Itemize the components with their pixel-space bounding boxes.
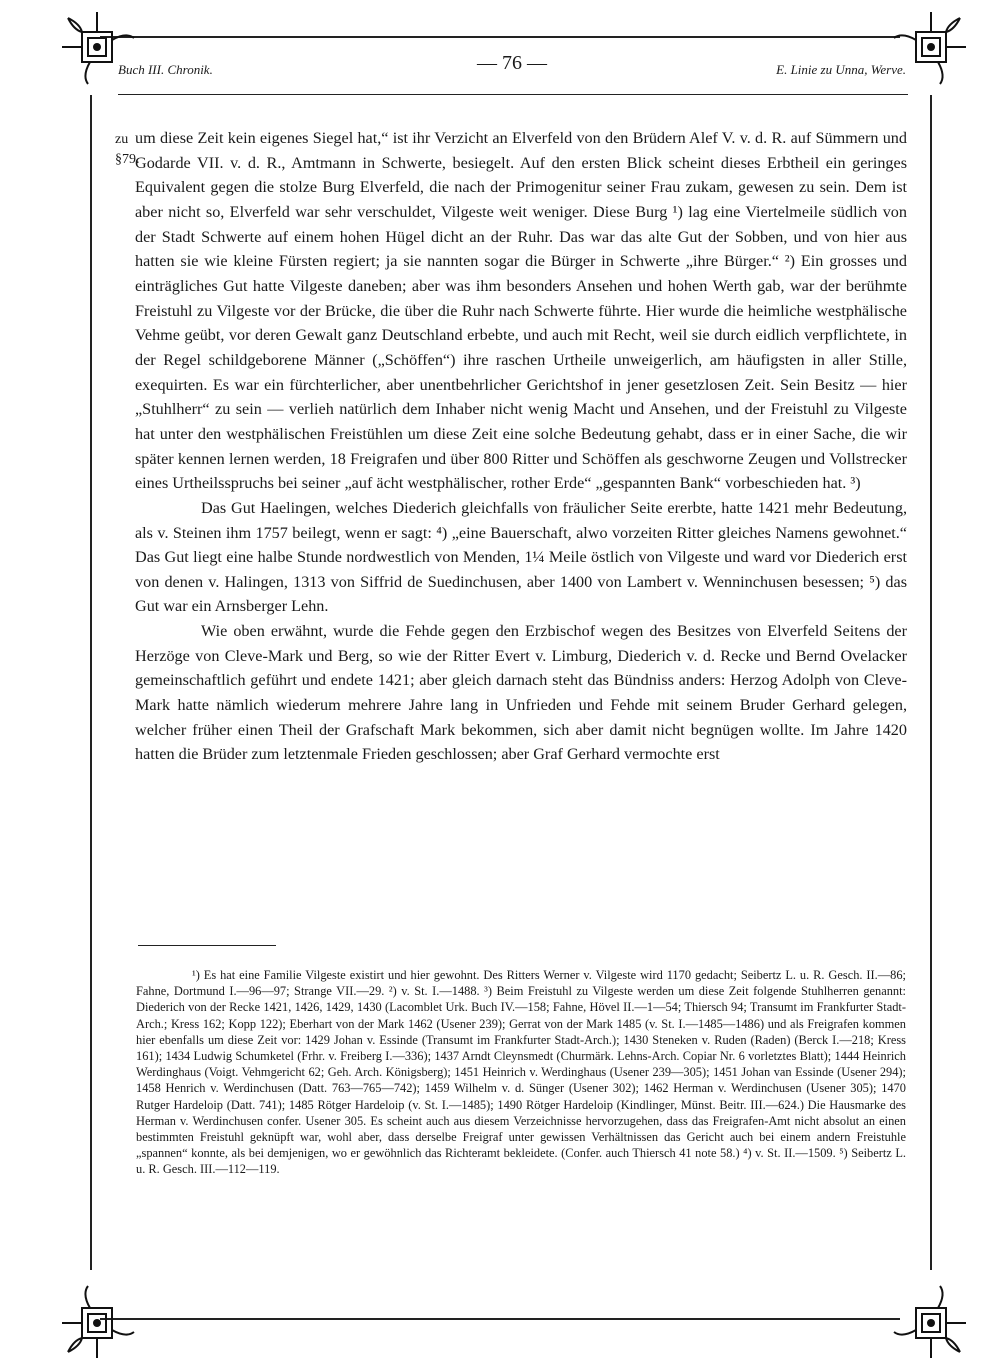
header-left: Buch III. Chronik. — [118, 62, 213, 77]
header-rule — [118, 94, 908, 95]
footnote-rule — [138, 945, 276, 946]
header-right: E. Linie zu Unna, Werve. — [776, 62, 906, 77]
margin-note: zu §79. — [115, 132, 140, 167]
corner-ornament-bottom-right — [890, 1282, 968, 1360]
paragraph-3: Wie oben erwähnt, wurde die Fehde gegen den Erzbischof wegen des Besitzes von Elverfeld Seitens der Herzöge von Cleve-Mark und Berg, so wie der Ritter Evert v. Limburg, Diederich v. d. Recke und Bernd Ovelacker gemeinschaftlich geführt und endete 1421; aber gleich darnach steht das Bündniss anders: Herzog Adolph von Cleve-Mark hatte nämlich wiederum mehrere Jahre lang in Unfrieden und Fehde mit seinem Bruder Gerhard gelegen, welcher früher einen Theil der Grafschaft Mark bekommen, sich aber damit nicht begnügen wollte. Im Jahre 1420 hatten die Brüder zum letztenmale Frieden geschlossen; aber Graf Gerhard vermochte erst — [135, 622, 907, 764]
corner-ornament-bottom-left — [60, 1282, 138, 1360]
footnote-block: ¹) Es hat eine Familie Vilgeste existirt und hier gewohnt. Des Ritters Werner v. Vilgeste wird 1170 gedacht; Seibertz L. u. R. Gesch. II.—86; Fahne, Dortmund I.—96—97; Strange VII.—29. ²) v. St. I.—1488. ³) Beim Freistuhl zu Vilgeste werden um diese Zeit folgende Stuhlherren genannt: Diederich von der Recke 1421, 1426, 1429, 1430 (Lacomblet Urk. Buch IV.—158; Fahne, Hövel II.—1—54; Thiersch 94; Transumt im Frankfurter Stadt-Arch.; Kress 162; Kopp 122); Eberhart von der Mark 1462 (Usener 239); Gerrat von der Mark 1485 (v. St. I.—1485—1486) und als Freigrafen kommen hier ebenfalls um diese Zeit vor: 1429 Johan v. Essinde (Transumt im Frankfurter Stadt-Arch.); 1430 Steneken v. Ruden (Raden) (Berck I.—218; Kress 161); 1434 Ludwig Schumketel (Frhr. v. Freiberg I.—336); 1437 Arndt Cleynsmedt (Churmärk. Lehns-Arch. Copiar Nr. 6 vorletztes Blatt); 1444 Heinrich Werdinghaus (Voigt. Vehmgericht 62; Geh. Arch. Königsberg); 1451 Heinrich v. Werdinghaus (Usener 239—305); 1451 Johan van Essinde (Usener 294); 1458 Henrich v. Werdinchusen (Datt. 763—765—742); 1459 Wilhelm v. d. Sünger (Usener 302); 1462 Herman v. Werdinchusen (Usener 305); 1470 Rutger Hardeloip (Datt. 741); 1485 Rötger Hardeloip (v. St. I.—1485); 1490 Rötger Hardeloip (Kindlinger, Münst. Beitr. III.—624.) Die Hausmarke des Herman v. Werdinchusen confer. Usener 305. Es scheint auch aus diesem Verzeichnisse hervorzugehen, dass das Freigrafen-Amt nicht absolut an einen bestimmten Freistuhl geknüpft war, wohl aber, dass derselbe Freigraf unter gewissen Verhältnissen das Gericht auch bei einem andern Freistuhle „spannen“ konnte, als bei demjenigen, wo er gewöhnlich das Richteramt bekleidete. (Confer. auch Thiersch 41 note 58.) ⁴) v. St. II.—1509. ⁵) Seibertz L. u. R. Gesch. III.—112—119. — [136, 968, 906, 1177]
paragraph-2: Das Gut Haelingen, welches Diederich gleichfalls von fräulicher Seite ererbte, hatte 1421 mehr Bedeutung, als v. Steinen ihm 1757 beilegt, wenn er sagt: ⁴) „eine Bauerschaft, alwo vorzeiten Ritter gleiches Namens gewohnet.“ Das Gut liegt eine halbe Stunde nordwestlich von Menden, 1¼ Meile östlich von Vilgeste und ward vor Diederich erst von denen v. Halingen, 1313 von Siffrid de Suedinchusen, aber 1400 von Lambert v. Wenninchusen besessen; ⁵) das Gut war ein Arnsberger Lehn. — [135, 498, 907, 616]
paragraph-1: um diese Zeit kein eigenes Siegel hat,“ ist ihr Verzicht an Elverfeld von den Brüdern Alef V. v. d. R. auf Sümmern und Godarde VII. v. d. R., Amtmann in Schwerte, besiegelt. Auf den ersten Blick scheint dieses Erbtheil ein geringes Equivalent gegen die stolze Burg Elverfeld, die nach der Primogenitur seiner Frau zukam, gewesen zu sein. Dem ist aber nicht so, Elverfeld war sehr verschuldet, Vilgeste weit weniger. Diese Burg ¹) lag eine Viertelmeile südlich von der Stadt Schwerte auf einem hohen Hügel dicht an der Ruhr. Das war das alte Gut der Sobben, und von hier aus hatten sie wie kleine Fürsten regiert; ja sie nannten sogar die Bürger in Schwerte „ihre Bürger.“ ²) Ein grosses und einträgliches Gut hatte Vilgeste daneben; aber was ihm besonders Ansehen und hohen Werth gab, war der berühmte Freistuhl zu Vilgeste vor der Brücke, die über die Ruhr nach Schwerte führte. Hier wurde die heimliche westphälische Vehme geübt, vor deren Gewalt ganz Deutschland erbebte, und auch mit Recht, weil sie durch eidlich verpflichtete, in der Regel schildgeborene Männer („Schöffen“) ihre raschen Urtheile unweigerlich, am häufigsten in aller Stille, exequirten. Es war ein fürchterlicher, aber unentbehrlicher Gerichtshof in jener gesetzlosen Zeit. Sein Besitz — hier „Stuhlherr“ zu sein — verlieh natürlich dem Inhaber nicht wenig Macht und Ansehen, und der Freistuhl zu Vilgeste hat unter den westphälischen Freistühlen um diese Zeit eine solche Bedeutung gehabt, dass er in einer Sache, die wir später kennen lernen werden, 18 Freigrafen und über 800 Ritter und Schöffen als geschworne Zeugen und Vollstrecker eines Urtheilsspruchs bei seiner „auf ächt westphälischer, rother Erde“ „gespannten Bank“ vorbeschieden hat. ³) — [135, 129, 907, 493]
page-number: — 76 — — [477, 52, 547, 74]
body-text — [135, 126, 907, 767]
running-header — [118, 52, 906, 86]
frame-top-line — [100, 36, 900, 38]
footnotes — [136, 967, 906, 1178]
frame-right-line — [930, 95, 932, 1270]
frame-bottom-line — [100, 1318, 900, 1320]
frame-left-line — [90, 95, 92, 1270]
